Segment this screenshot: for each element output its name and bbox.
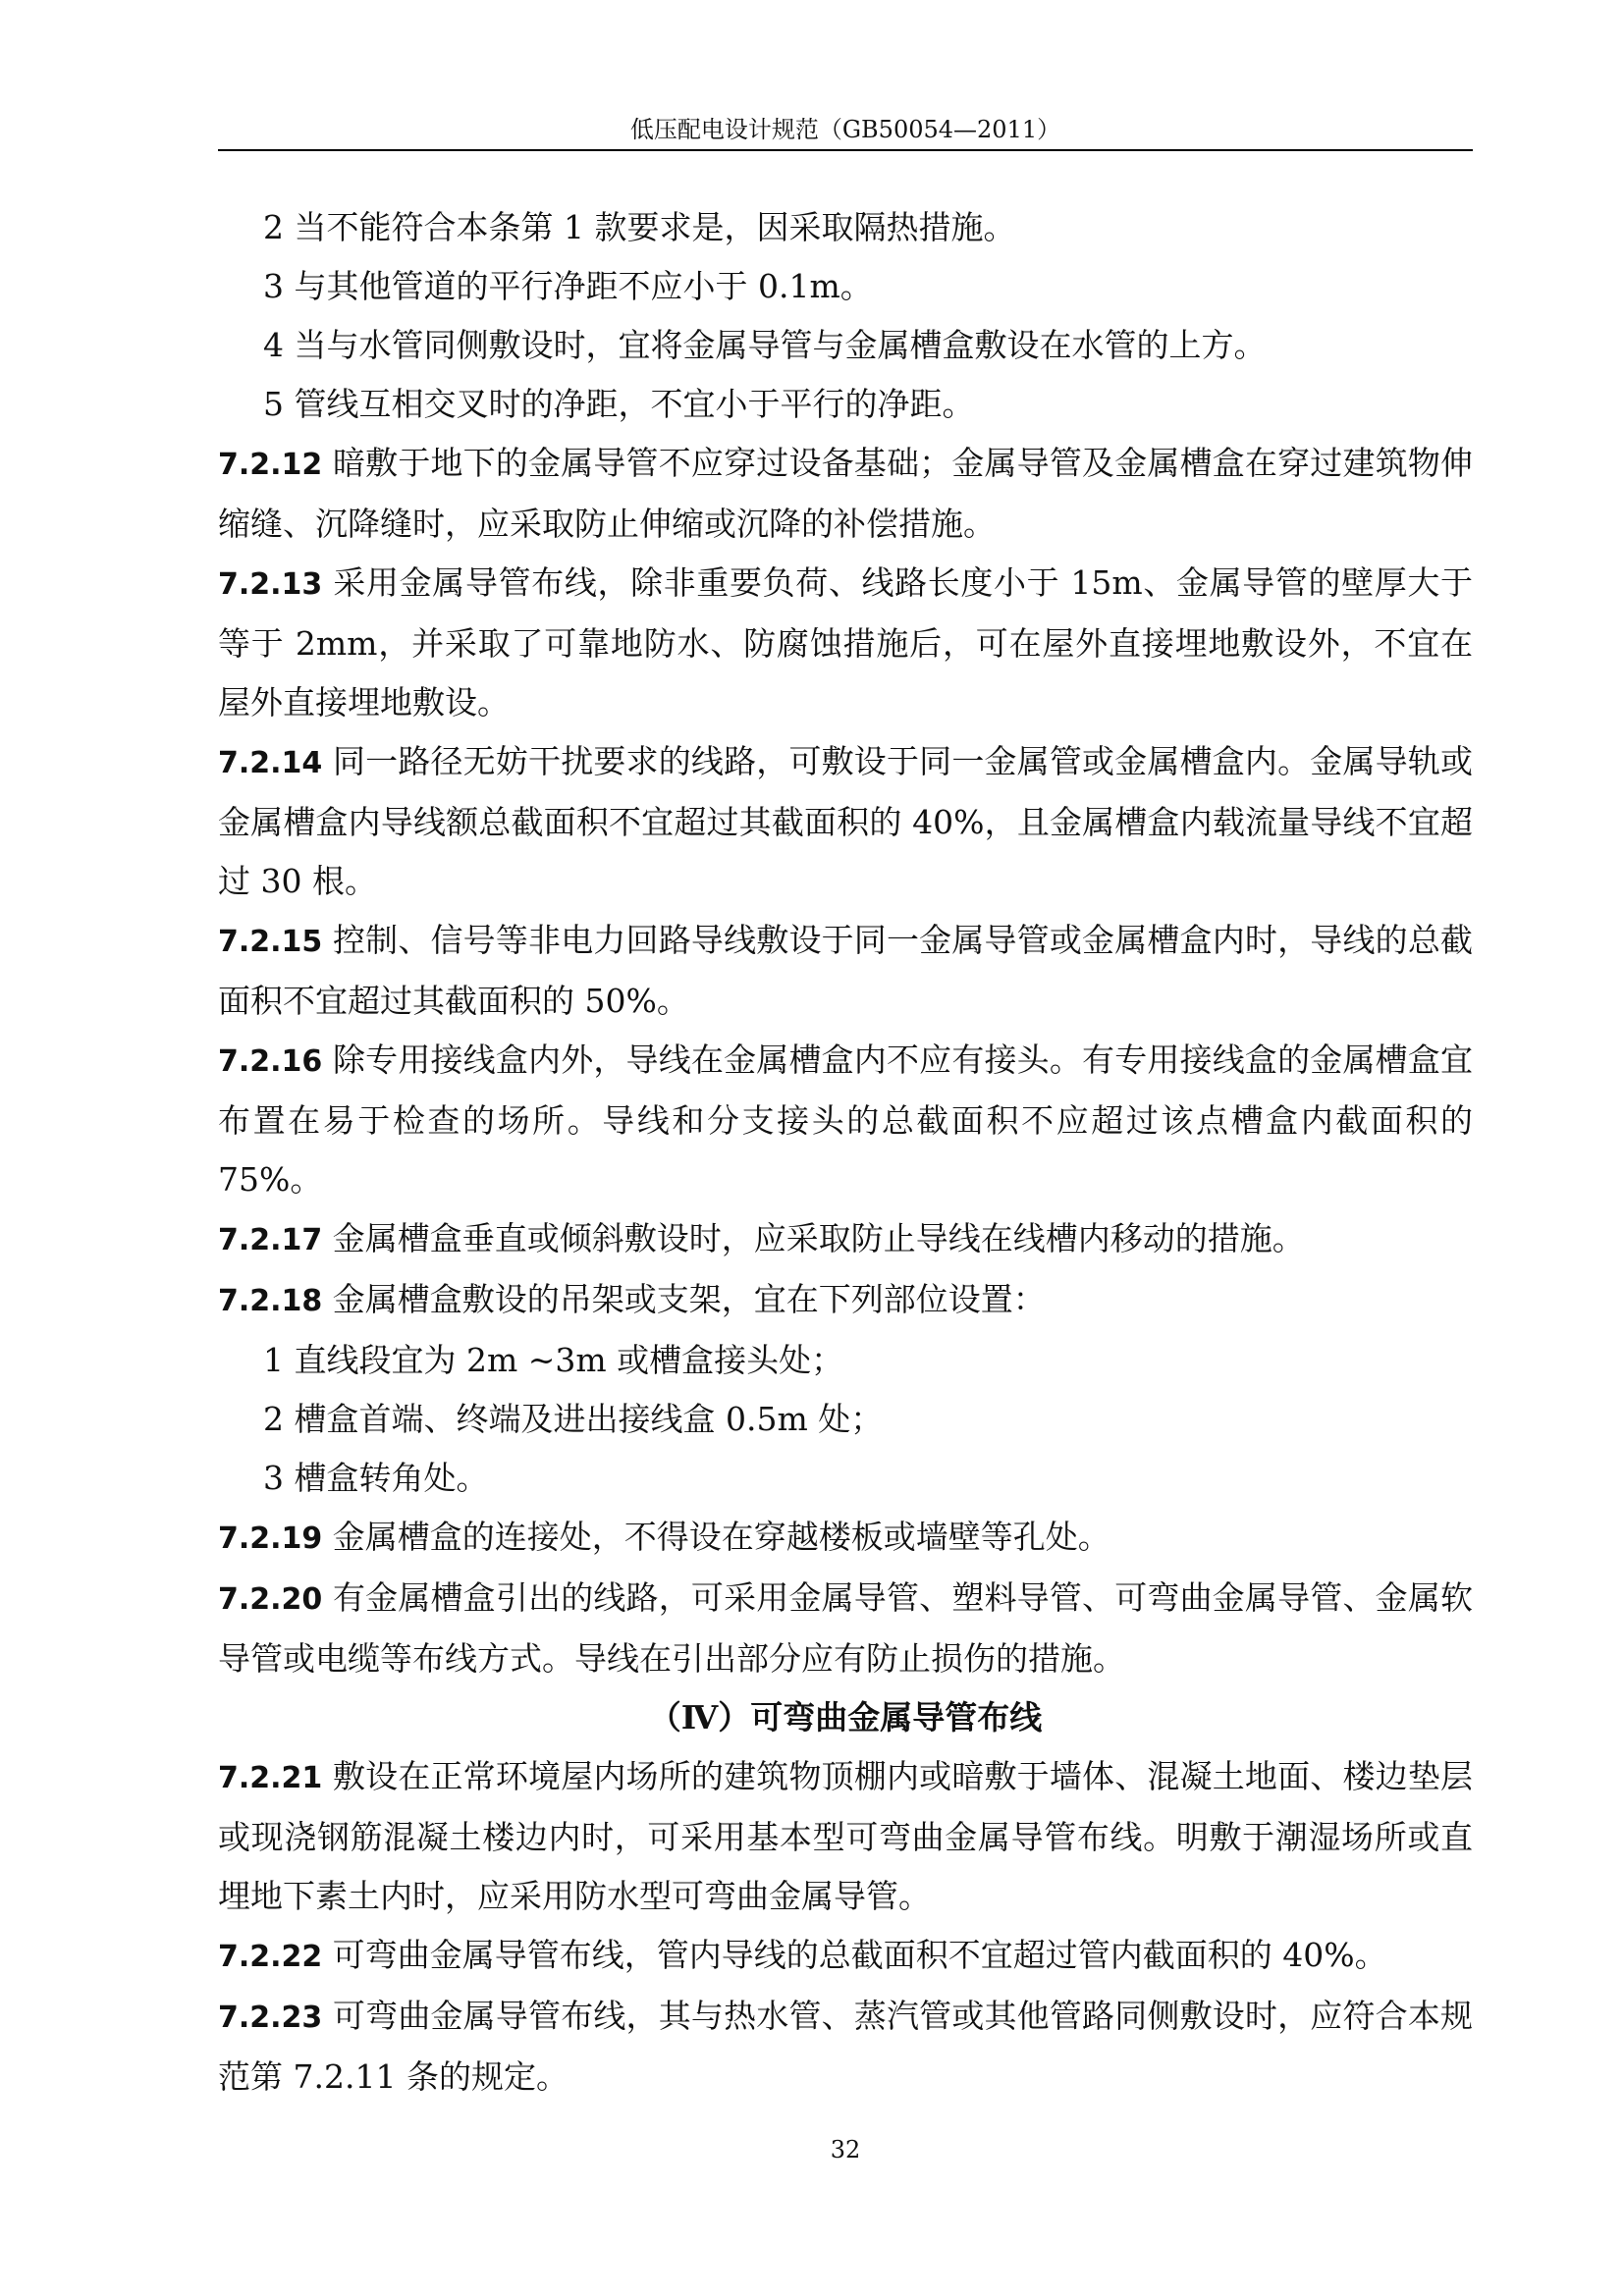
list-item: 5 管线互相交叉时的净距，不宜小于平行的净距。 bbox=[263, 385, 975, 423]
clause-7-2-19 bbox=[218, 1508, 1473, 1569]
clause-7-2-20 bbox=[218, 1569, 1473, 1688]
clause-text: 金属槽盒的连接处，不得设在穿越楼板或墙壁等孔处。 bbox=[322, 1518, 1110, 1556]
list-item: 1 直线段宜为 2m ~3m 或槽盒接头处； bbox=[263, 1341, 844, 1379]
list-item: 3 槽盒转角处。 bbox=[263, 1459, 489, 1497]
clause-text: 金属槽盒垂直或倾斜敷设时，应采取防止导线在线槽内移动的措施。 bbox=[322, 1219, 1305, 1257]
clause-7-2-12 bbox=[218, 434, 1473, 554]
clause-number: 7.2.17 bbox=[218, 1223, 323, 1257]
clause-number: 7.2.12 bbox=[218, 448, 323, 482]
clause-7-2-13 bbox=[218, 554, 1473, 732]
clause-7-2-15 bbox=[218, 911, 1473, 1031]
clause-number: 7.2.19 bbox=[218, 1522, 323, 1556]
list-item: 3 与其他管道的平行净距不应小于 0.1m。 bbox=[263, 267, 873, 305]
page-body bbox=[218, 198, 1473, 2107]
clause-number: 7.2.16 bbox=[218, 1044, 323, 1079]
section-heading: （Ⅳ）可弯曲金属导管布线 bbox=[648, 1698, 1043, 1736]
clause-text: 可弯曲金属导管布线，其与热水管、蒸汽管或其他管路同侧敷设时，应符合本规范第 7.2.11 条的规定。 bbox=[218, 1997, 1473, 2096]
clause-text: 有金属槽盒引出的线路，可采用金属导管、塑料导管、可弯曲金属导管、金属软导管或电缆等布线方式。导线在引出部分应有防止损伤的措施。 bbox=[218, 1578, 1473, 1678]
list-item: 2 槽盒首端、终端及进出接线盒 0.5m 处； bbox=[263, 1400, 884, 1438]
clause-number: 7.2.18 bbox=[218, 1284, 323, 1318]
clause-7-2-21 bbox=[218, 1747, 1473, 1926]
clause-number: 7.2.15 bbox=[218, 925, 323, 959]
clause-text: 可弯曲金属导管布线，管内导线的总截面积不宜超过管内截面积的 40%。 bbox=[322, 1936, 1387, 1974]
list-item: 2 当不能符合本条第 1 款要求是，因采取隔热措施。 bbox=[263, 208, 1016, 246]
clause-number: 7.2.14 bbox=[218, 746, 323, 780]
clause-7-2-14 bbox=[218, 732, 1473, 911]
clause-7-2-17 bbox=[218, 1209, 1473, 1270]
clause-7-2-16 bbox=[218, 1031, 1473, 1209]
clause-number: 7.2.13 bbox=[218, 567, 323, 602]
list-item: 4 当与水管同侧敷设时，宜将金属导管与金属槽盒敷设在水管的上方。 bbox=[263, 326, 1267, 364]
clause-text: 同一路径无妨干扰要求的线路，可敷设于同一金属管或金属槽盒内。金属导轨或金属槽盒内导线额总截面积不宜超过其截面积的 40%，且金属槽盒内载流量导线不宜超过 30 根。 bbox=[218, 742, 1473, 900]
clause-text: 暗敷于地下的金属导管不应穿过设备基础；金属导管及金属槽盒在穿过建筑物伸缩缝、沉降缝时，应采取防止伸缩或沉降的补偿措施。 bbox=[218, 444, 1473, 543]
clause-text: 金属槽盒敷设的吊架或支架，宜在下列部位设置： bbox=[322, 1280, 1046, 1318]
clause-text: 控制、信号等非电力回路导线敷设于同一金属导管或金属槽盒内时，导线的总截面积不宜超过其截面积的 50%。 bbox=[218, 921, 1473, 1020]
clause-7-2-23 bbox=[218, 1987, 1473, 2107]
clause-text: 敷设在正常环境屋内场所的建筑物顶棚内或暗敷于墙体、混凝土地面、楼边垫层或现浇钢筋混凝土楼边内时，可采用基本型可弯曲金属导管布线。明敷于潮湿场所或直埋地下素土内时，应采用防水型可弯曲金属导管。 bbox=[218, 1757, 1473, 1915]
clause-7-2-18 bbox=[218, 1270, 1473, 1331]
clause-number: 7.2.23 bbox=[218, 2001, 323, 2035]
clause-text: 采用金属导管布线，除非重要负荷、线路长度小于 15m、金属导管的壁厚大于等于 2mm，并采取了可靠地防水、防腐蚀措施后，可在屋外直接埋地敷设外，不宜在屋外直接埋地敷设。 bbox=[218, 563, 1473, 721]
clause-7-2-22 bbox=[218, 1926, 1473, 1987]
clause-number: 7.2.22 bbox=[218, 1940, 323, 1974]
running-header: 低压配电设计规范（GB50054—2011） bbox=[629, 116, 1061, 143]
clause-number: 7.2.20 bbox=[218, 1582, 323, 1617]
clause-text: 除专用接线盒内外，导线在金属槽盒内不应有接头。有专用接线盒的金属槽盒宜布置在易于检查的场所。导线和分支接头的总截面积不应超过该点槽盒内截面积的 75%。 bbox=[218, 1041, 1473, 1199]
header-rule bbox=[218, 149, 1473, 151]
page-number: 32 bbox=[830, 2136, 861, 2163]
clause-number: 7.2.21 bbox=[218, 1761, 323, 1795]
